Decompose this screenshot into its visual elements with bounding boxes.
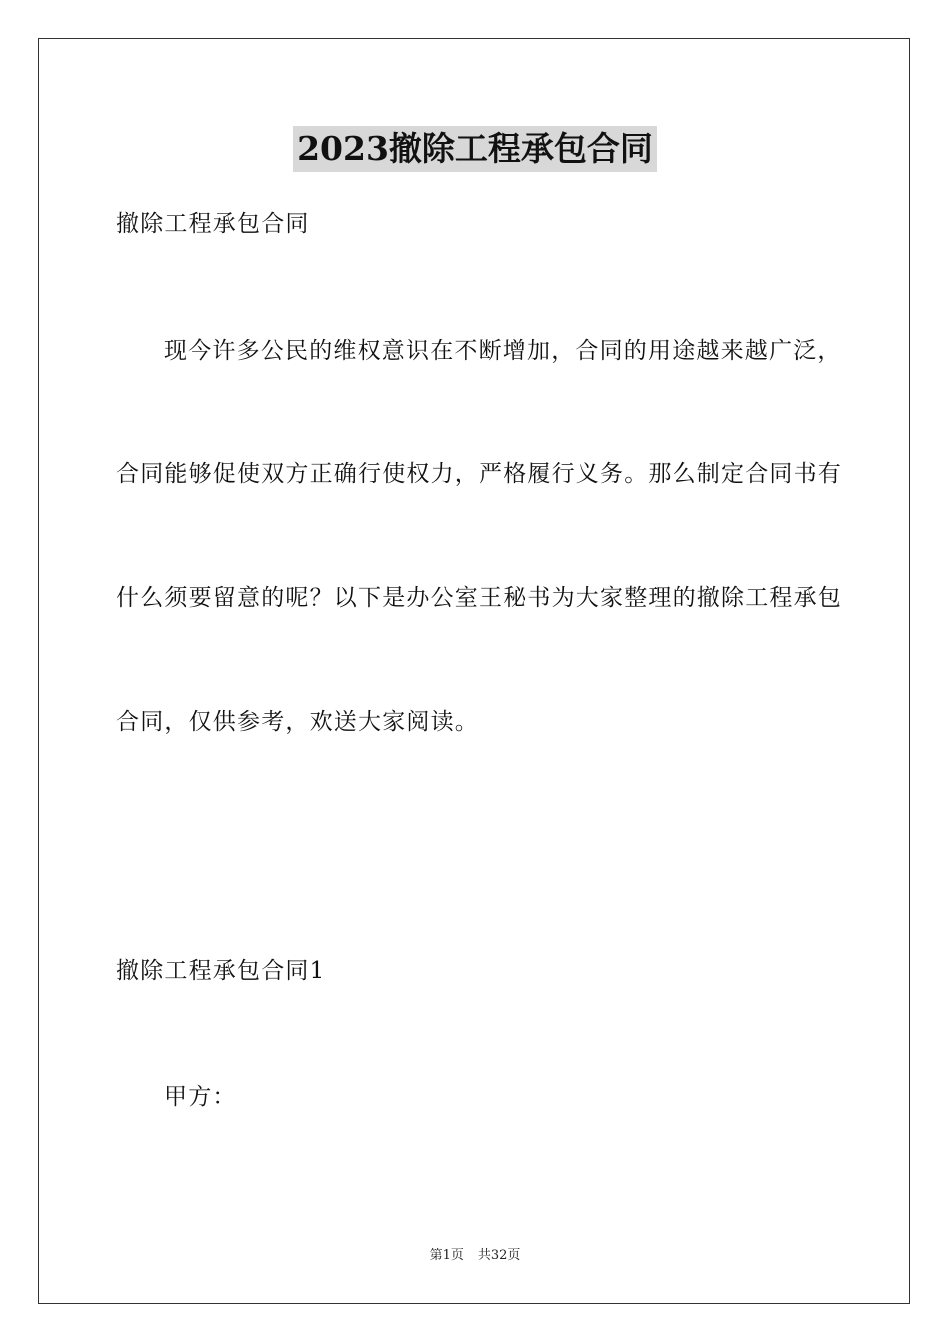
intro-line-1: 现今许多公民的维权意识在不断增加，合同的用途越来越广泛， [164,338,842,364]
page-footer [0,1247,950,1265]
page-number-current: 第1页 [429,1248,464,1263]
page-number-total: 共32页 [477,1248,521,1263]
party-a-label: 甲方： [164,1084,237,1110]
intro-line-2: 合同能够促使双方正确行使权力，严格履行义务。那么制定合同书有 [116,461,842,487]
section-heading: 撤除工程承包合同1 [116,958,326,984]
document-title-text: 2023撤除工程承包合同 [293,126,657,172]
intro-line-3: 什么须要留意的呢？以下是办公室王秘书为大家整理的撤除工程承包 [116,585,842,611]
document-title [0,126,950,172]
intro-line-4: 合同，仅供参考，欢送大家阅读。 [116,709,479,735]
document-subtitle: 撤除工程承包合同 [116,211,310,237]
